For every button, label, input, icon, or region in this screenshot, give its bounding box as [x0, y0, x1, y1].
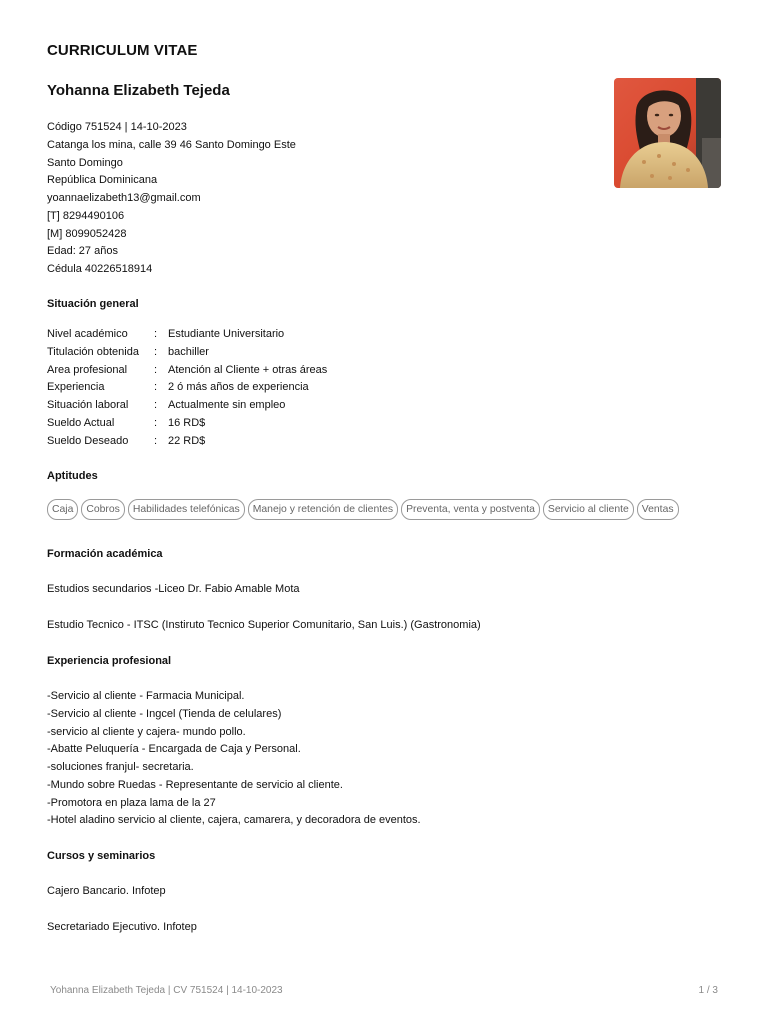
general-label: Titulación obtenida	[47, 345, 139, 358]
general-value: bachiller	[168, 345, 209, 358]
skills-chip-list	[47, 499, 679, 520]
general-label: Experiencia	[47, 381, 105, 394]
general-separator: :	[154, 434, 158, 447]
phone-m: [M] 8099052428	[47, 227, 127, 240]
education-item: Estudio Tecnico - ITSC (Instiruto Tecnico Superior Comunitario, San Luis.) (Gastronomia)	[47, 619, 481, 631]
experience-line: -soluciones franjul- secretaria.	[47, 761, 194, 773]
footer-document-info: Yohanna Elizabeth Tejeda | CV 751524 | 14-10-2023	[50, 985, 283, 996]
experience-line: -Hotel aladino servicio al cliente, cajera, camarera, y decoradora de eventos.	[47, 814, 421, 827]
education-item: Estudios secundarios -Liceo Dr. Fabio Amable Mota	[47, 583, 300, 595]
experience-heading: Experiencia profesional	[47, 655, 172, 667]
candidate-name: Yohanna Elizabeth Tejeda	[47, 82, 230, 99]
general-separator: :	[154, 328, 158, 340]
experience-line: -Mundo sobre Ruedas - Representante de servicio al cliente.	[47, 778, 343, 791]
experience-line: -Servicio al cliente - Ingcel (Tienda de celulares)	[47, 707, 282, 720]
general-label: Sueldo Actual	[47, 416, 115, 429]
general-value: 2 ó más años de experiencia	[168, 381, 309, 394]
skills-heading: Aptitudes	[47, 470, 98, 482]
document-title: CURRICULUM VITAE	[47, 42, 198, 59]
skill-chip-preventa: Preventa, venta y postventa	[401, 499, 540, 520]
age: Edad: 27 años	[47, 245, 118, 258]
general-separator: :	[154, 399, 158, 412]
general-separator: :	[154, 363, 158, 376]
experience-line: -Servicio al cliente - Farmacia Municipal.	[47, 690, 245, 702]
skill-chip-servicio-cliente: Servicio al cliente	[543, 499, 634, 520]
general-value: 16 RD$	[168, 416, 206, 429]
general-value: Atención al Cliente + otras áreas	[168, 363, 328, 376]
general-label: Area profesional	[47, 363, 128, 376]
course-item: Cajero Bancario. Infotep	[47, 885, 166, 897]
general-separator: :	[154, 381, 158, 394]
general-row	[47, 397, 327, 415]
email: yoannaelizabeth13@gmail.com	[47, 192, 201, 204]
general-row	[47, 326, 327, 344]
skill-chip-caja: Caja	[47, 499, 78, 520]
profile-photo-image	[614, 78, 721, 188]
general-table	[47, 326, 327, 451]
general-heading: Situación general	[47, 298, 139, 310]
education-heading: Formación académica	[47, 548, 163, 560]
general-row	[47, 362, 327, 380]
experience-list	[47, 688, 421, 830]
footer-page-number: 1 / 3	[698, 985, 718, 996]
skill-chip-cobros: Cobros	[81, 499, 125, 520]
general-value: Actualmente sin empleo	[168, 399, 286, 412]
general-separator: :	[154, 416, 158, 429]
experience-line: -Abatte Peluquería - Encargada de Caja y Personal.	[47, 743, 301, 756]
general-row	[47, 379, 327, 397]
courses-heading: Cursos y seminarios	[47, 850, 156, 862]
country: República Dominicana	[47, 174, 158, 187]
skill-chip-habilidades-telefonicas: Habilidades telefónicas	[128, 499, 245, 520]
experience-line: -servicio al cliente y cajera- mundo pollo.	[47, 725, 246, 738]
address-line-1: Catanga los mina, calle 39 46 Santo Domingo Este	[47, 138, 296, 151]
general-row	[47, 433, 327, 451]
experience-line: -Promotora en plaza lama de la 27	[47, 796, 216, 809]
profile-photo	[614, 78, 721, 188]
general-row	[47, 415, 327, 433]
skill-chip-ventas: Ventas	[637, 499, 679, 520]
general-separator: :	[154, 345, 158, 358]
general-label: Sueldo Deseado	[47, 434, 129, 447]
general-row	[47, 344, 327, 362]
course-item: Secretariado Ejecutivo. Infotep	[47, 921, 197, 933]
code-date-line: Código 751524 | 14-10-2023	[47, 121, 187, 133]
address-line-2: Santo Domingo	[47, 156, 123, 169]
contact-block	[47, 119, 296, 279]
cedula: Cédula 40226518914	[47, 263, 153, 275]
general-value: Estudiante Universitario	[168, 328, 285, 340]
general-label: Situación laboral	[47, 399, 129, 412]
phone-t: [T] 8294490106	[47, 209, 125, 222]
general-value: 22 RD$	[168, 434, 206, 447]
skill-chip-manejo-retencion: Manejo y retención de clientes	[248, 499, 398, 520]
general-label: Nivel académico	[47, 328, 128, 340]
